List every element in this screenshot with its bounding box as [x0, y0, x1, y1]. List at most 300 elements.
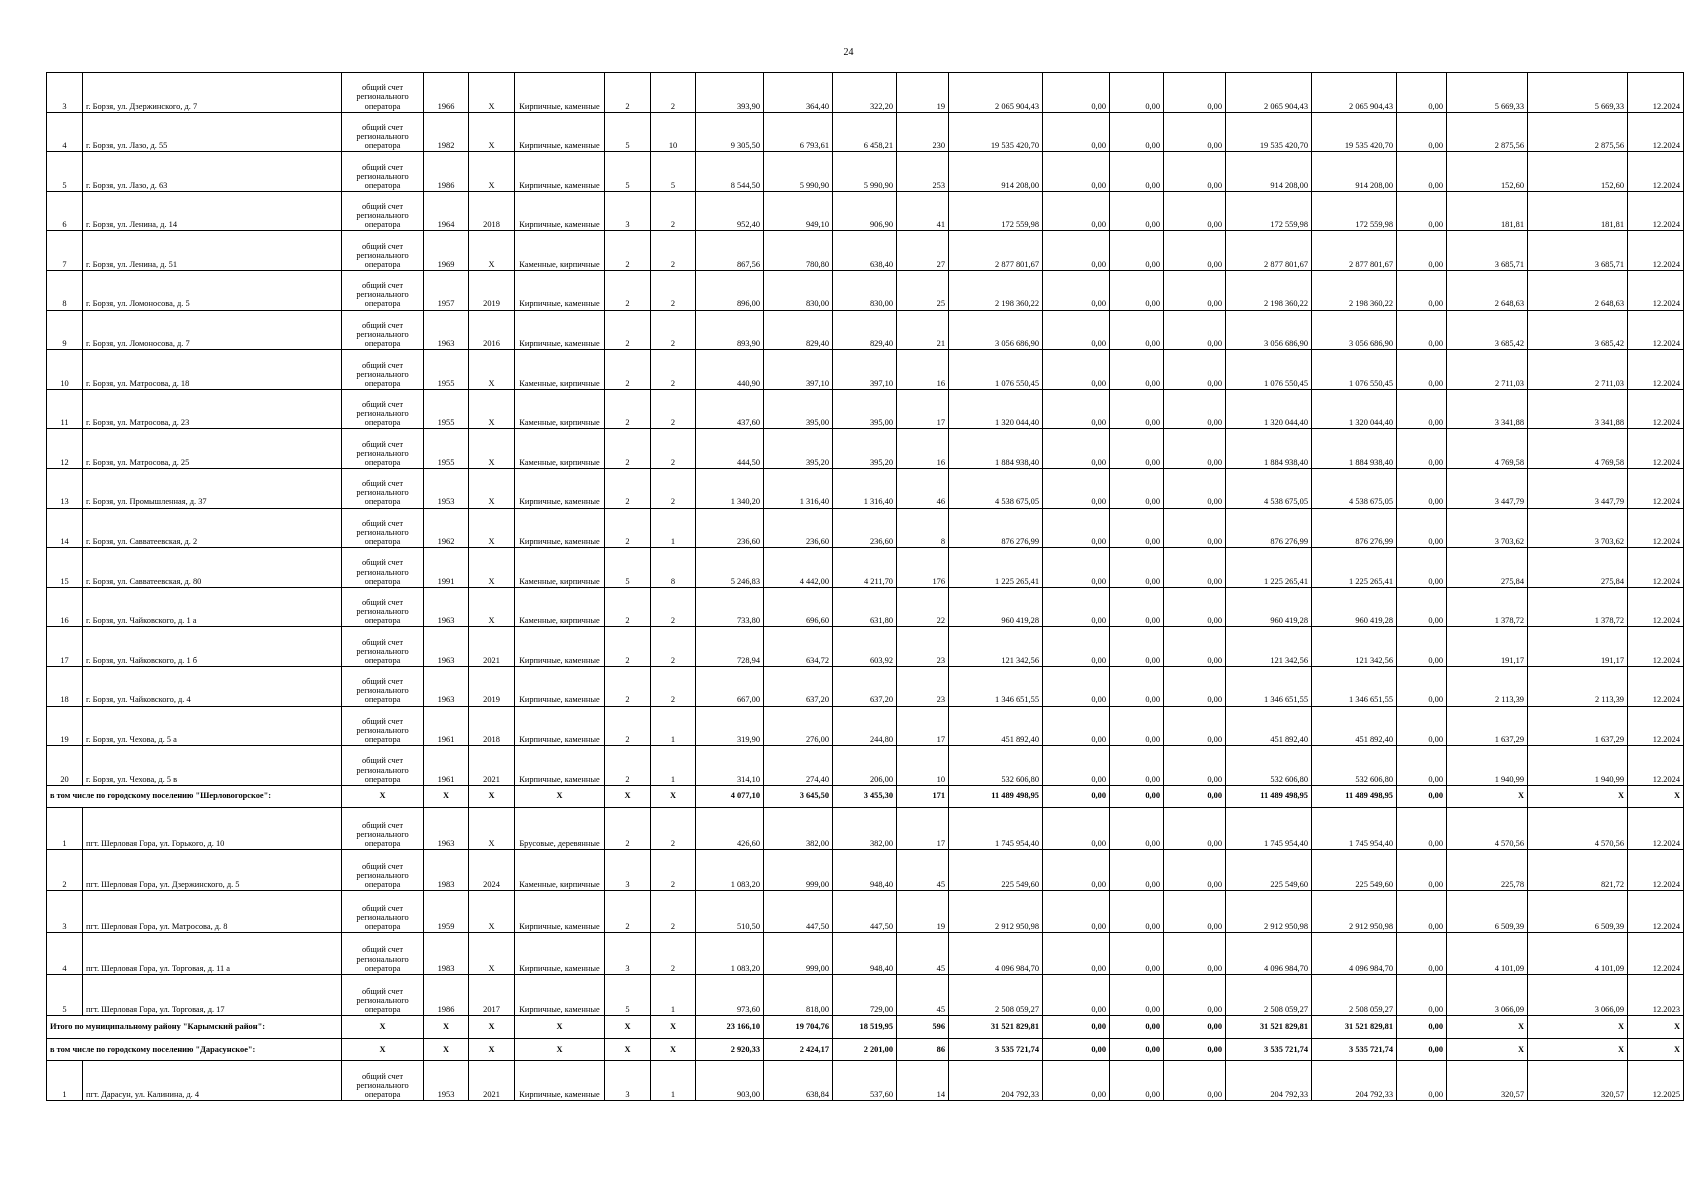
cell-residents: 230 — [897, 112, 949, 152]
cell-total-area: 952,40 — [696, 191, 764, 231]
cell-total-cost: 532 606,80 — [949, 746, 1043, 786]
cell-other-funds: 0,00 — [1397, 706, 1447, 746]
cell-address: пгт. Шерловая Гора, ул. Дзержинского, д. 5 — [83, 849, 342, 891]
cell-max-unit-cost: 3 341,88 — [1528, 389, 1628, 429]
cell-max-unit-cost: 2 711,03 — [1528, 350, 1628, 390]
cell-regional-funds: 0,00 — [1110, 548, 1164, 588]
cell-year-built: 1964 — [424, 191, 469, 231]
cell-municipal-funds: 0,00 — [1164, 627, 1226, 667]
cell-total-cost: 914 208,00 — [949, 152, 1043, 192]
subtotal-residents: 171 — [897, 785, 949, 808]
cell-year-built: 1953 — [424, 1061, 469, 1101]
subtotal-entrances: Х — [651, 1038, 696, 1061]
cell-planned-completion: 12.2024 — [1628, 508, 1684, 548]
cell-floors: 3 — [605, 849, 651, 891]
cell-year-built: 1986 — [424, 974, 469, 1016]
table-row — [47, 152, 1684, 192]
cell-premises-area: 447,50 — [764, 891, 833, 933]
cell-year-built: 1963 — [424, 587, 469, 627]
cell-regional-funds: 0,00 — [1110, 389, 1164, 429]
cell-floors: 5 — [605, 974, 651, 1016]
cell-row-number: 5 — [47, 974, 83, 1016]
cell-year-last-repair: Х — [469, 468, 515, 508]
cell-year-last-repair: Х — [469, 587, 515, 627]
cell-year-last-repair: 2021 — [469, 1061, 515, 1101]
cell-planned-completion: 12.2024 — [1628, 849, 1684, 891]
cell-total-cost: 4 096 984,70 — [949, 933, 1043, 975]
cell-federal-funds: 0,00 — [1043, 849, 1110, 891]
cell-floors: 2 — [605, 429, 651, 469]
cell-wall-material: Каменные, кирпичные — [515, 548, 605, 588]
table-row — [47, 746, 1684, 786]
cell-municipal-funds: 0,00 — [1164, 508, 1226, 548]
cell-total-cost: 960 419,28 — [949, 587, 1043, 627]
cell-municipal-funds: 0,00 — [1164, 1061, 1226, 1101]
cell-year-last-repair: Х — [469, 429, 515, 469]
cell-wall-material: Брусовые, деревянные — [515, 808, 605, 850]
cell-total-area: 319,90 — [696, 706, 764, 746]
cell-residents: 253 — [897, 152, 949, 192]
cell-residential-area: 4 211,70 — [833, 548, 897, 588]
cell-owner-funds: 4 096 984,70 — [1226, 933, 1312, 975]
cell-total-cost: 1 346 651,55 — [949, 666, 1043, 706]
cell-year-built: 1957 — [424, 270, 469, 310]
subtotal-planned-completion: Х — [1628, 785, 1684, 808]
table-row — [47, 429, 1684, 469]
cell-federal-funds: 0,00 — [1043, 73, 1110, 113]
cell-row-number: 8 — [47, 270, 83, 310]
cell-federal-funds: 0,00 — [1043, 808, 1110, 850]
cell-other-funds: 0,00 — [1397, 808, 1447, 850]
cell-wall-material: Каменные, кирпичные — [515, 587, 605, 627]
cell-max-unit-cost: 3 447,79 — [1528, 468, 1628, 508]
cell-year-built: 1961 — [424, 746, 469, 786]
subtotal-residential-area: 3 455,30 — [833, 785, 897, 808]
table-row — [47, 933, 1684, 975]
cell-owner-funds: 121 342,56 — [1226, 627, 1312, 667]
cell-residential-area: 322,20 — [833, 73, 897, 113]
cell-residential-area: 537,60 — [833, 1061, 897, 1101]
cell-regional-funds: 0,00 — [1110, 152, 1164, 192]
cell-unit-cost: 3 685,42 — [1447, 310, 1528, 350]
cell-max-unit-cost: 191,17 — [1528, 627, 1628, 667]
cell-total-cost: 1 076 550,45 — [949, 350, 1043, 390]
cell-unit-cost: 1 637,29 — [1447, 706, 1528, 746]
cell-federal-funds: 0,00 — [1043, 933, 1110, 975]
cell-residential-area: 447,50 — [833, 891, 897, 933]
cell-residential-area: 637,20 — [833, 666, 897, 706]
cell-address: пгт. Шерловая Гора, ул. Торговая, д. 17 — [83, 974, 342, 1016]
cell-fund-method: общий счет регионального оператора — [342, 974, 424, 1016]
cell-address: пгт. Шерловая Гора, ул. Торговая, д. 11 а — [83, 933, 342, 975]
cell-wall-material: Кирпичные, каменные — [515, 73, 605, 113]
cell-entrances: 2 — [651, 808, 696, 850]
subtotal-row — [47, 1016, 1684, 1039]
subtotal-fund-method: Х — [342, 785, 424, 808]
cell-total-area: 440,90 — [696, 350, 764, 390]
cell-residents: 16 — [897, 429, 949, 469]
cell-fund-method: общий счет регионального оператора — [342, 548, 424, 588]
cell-fund-method: общий счет регионального оператора — [342, 270, 424, 310]
subtotal-federal-funds: 0,00 — [1043, 1016, 1110, 1039]
cell-residential-area: 948,40 — [833, 933, 897, 975]
cell-wall-material: Кирпичные, каменные — [515, 152, 605, 192]
table-row — [47, 627, 1684, 667]
cell-wall-material: Кирпичные, каменные — [515, 310, 605, 350]
cell-municipal-funds: 0,00 — [1164, 891, 1226, 933]
cell-premises-area: 382,00 — [764, 808, 833, 850]
cell-residential-area: 729,00 — [833, 974, 897, 1016]
cell-unit-cost: 3 685,71 — [1447, 231, 1528, 271]
cell-residents: 23 — [897, 627, 949, 667]
cell-owner-funds-account: 19 535 420,70 — [1312, 112, 1397, 152]
cell-unit-cost: 4 101,09 — [1447, 933, 1528, 975]
cell-residents: 17 — [897, 808, 949, 850]
cell-unit-cost: 2 711,03 — [1447, 350, 1528, 390]
cell-unit-cost: 1 940,99 — [1447, 746, 1528, 786]
cell-owner-funds: 2 198 360,22 — [1226, 270, 1312, 310]
cell-other-funds: 0,00 — [1397, 310, 1447, 350]
cell-year-built: 1983 — [424, 849, 469, 891]
cell-federal-funds: 0,00 — [1043, 310, 1110, 350]
cell-address: г. Борзя, ул. Чехова, д. 5 а — [83, 706, 342, 746]
cell-owner-funds: 19 535 420,70 — [1226, 112, 1312, 152]
cell-address: г. Борзя, ул. Савватеевская, д. 80 — [83, 548, 342, 588]
cell-address: г. Борзя, ул. Чайковского, д. 1 б — [83, 627, 342, 667]
subtotal-planned-completion: Х — [1628, 1038, 1684, 1061]
cell-unit-cost: 275,84 — [1447, 548, 1528, 588]
cell-year-last-repair: Х — [469, 231, 515, 271]
table-row — [47, 666, 1684, 706]
cell-premises-area: 276,00 — [764, 706, 833, 746]
cell-residents: 45 — [897, 974, 949, 1016]
page-number: 24 — [843, 47, 854, 58]
cell-residents: 22 — [897, 587, 949, 627]
cell-entrances: 1 — [651, 508, 696, 548]
subtotal-row — [47, 1038, 1684, 1061]
cell-municipal-funds: 0,00 — [1164, 706, 1226, 746]
cell-residential-area: 631,80 — [833, 587, 897, 627]
cell-max-unit-cost: 3 703,62 — [1528, 508, 1628, 548]
cell-municipal-funds: 0,00 — [1164, 468, 1226, 508]
cell-entrances: 2 — [651, 429, 696, 469]
cell-residential-area: 236,60 — [833, 508, 897, 548]
cell-owner-funds: 876 276,99 — [1226, 508, 1312, 548]
cell-municipal-funds: 0,00 — [1164, 270, 1226, 310]
cell-owner-funds-account: 1 745 954,40 — [1312, 808, 1397, 850]
cell-entrances: 2 — [651, 350, 696, 390]
cell-max-unit-cost: 2 113,39 — [1528, 666, 1628, 706]
subtotal-municipal-funds: 0,00 — [1164, 1016, 1226, 1039]
cell-total-cost: 2 508 059,27 — [949, 974, 1043, 1016]
cell-federal-funds: 0,00 — [1043, 468, 1110, 508]
cell-owner-funds: 1 884 938,40 — [1226, 429, 1312, 469]
cell-planned-completion: 12.2023 — [1628, 974, 1684, 1016]
cell-residents: 17 — [897, 389, 949, 429]
cell-residential-area: 1 316,40 — [833, 468, 897, 508]
subtotal-owner-funds: 3 535 721,74 — [1226, 1038, 1312, 1061]
cell-federal-funds: 0,00 — [1043, 974, 1110, 1016]
cell-federal-funds: 0,00 — [1043, 152, 1110, 192]
cell-address: г. Борзя, ул. Савватеевская, д. 2 — [83, 508, 342, 548]
cell-owner-funds-account: 876 276,99 — [1312, 508, 1397, 548]
cell-regional-funds: 0,00 — [1110, 508, 1164, 548]
cell-owner-funds: 3 056 686,90 — [1226, 310, 1312, 350]
cell-max-unit-cost: 1 940,99 — [1528, 746, 1628, 786]
cell-total-cost: 2 912 950,98 — [949, 891, 1043, 933]
cell-federal-funds: 0,00 — [1043, 548, 1110, 588]
cell-year-built: 1969 — [424, 231, 469, 271]
subtotal-owner-funds-account: 11 489 498,95 — [1312, 785, 1397, 808]
cell-other-funds: 0,00 — [1397, 191, 1447, 231]
cell-planned-completion: 12.2024 — [1628, 933, 1684, 975]
cell-planned-completion: 12.2024 — [1628, 468, 1684, 508]
cell-planned-completion: 12.2024 — [1628, 112, 1684, 152]
cell-premises-area: 637,20 — [764, 666, 833, 706]
cell-other-funds: 0,00 — [1397, 73, 1447, 113]
cell-year-last-repair: Х — [469, 389, 515, 429]
cell-wall-material: Каменные, кирпичные — [515, 350, 605, 390]
cell-year-last-repair: Х — [469, 891, 515, 933]
cell-residents: 19 — [897, 891, 949, 933]
cell-residents: 45 — [897, 933, 949, 975]
cell-premises-area: 818,00 — [764, 974, 833, 1016]
cell-total-area: 393,90 — [696, 73, 764, 113]
cell-owner-funds: 1 320 044,40 — [1226, 389, 1312, 429]
subtotal-year-last-repair: Х — [469, 785, 515, 808]
cell-municipal-funds: 0,00 — [1164, 587, 1226, 627]
cell-owner-funds: 960 419,28 — [1226, 587, 1312, 627]
cell-owner-funds-account: 1 225 265,41 — [1312, 548, 1397, 588]
cell-row-number: 20 — [47, 746, 83, 786]
cell-federal-funds: 0,00 — [1043, 350, 1110, 390]
cell-year-built: 1963 — [424, 310, 469, 350]
table-row — [47, 191, 1684, 231]
cell-floors: 2 — [605, 746, 651, 786]
cell-floors: 2 — [605, 231, 651, 271]
cell-federal-funds: 0,00 — [1043, 1061, 1110, 1101]
cell-municipal-funds: 0,00 — [1164, 666, 1226, 706]
cell-row-number: 3 — [47, 73, 83, 113]
cell-total-cost: 876 276,99 — [949, 508, 1043, 548]
cell-row-number: 13 — [47, 468, 83, 508]
cell-residential-area: 5 990,90 — [833, 152, 897, 192]
cell-year-last-repair: 2021 — [469, 627, 515, 667]
cell-planned-completion: 12.2024 — [1628, 152, 1684, 192]
cell-row-number: 14 — [47, 508, 83, 548]
cell-residents: 8 — [897, 508, 949, 548]
subtotal-premises-area: 3 645,50 — [764, 785, 833, 808]
cell-row-number: 3 — [47, 891, 83, 933]
cell-planned-completion: 12.2024 — [1628, 746, 1684, 786]
subtotal-unit-cost: Х — [1447, 1016, 1528, 1039]
cell-max-unit-cost: 6 509,39 — [1528, 891, 1628, 933]
cell-regional-funds: 0,00 — [1110, 468, 1164, 508]
cell-wall-material: Кирпичные, каменные — [515, 270, 605, 310]
cell-planned-completion: 12.2024 — [1628, 627, 1684, 667]
cell-total-cost: 121 342,56 — [949, 627, 1043, 667]
cell-unit-cost: 4 769,58 — [1447, 429, 1528, 469]
subtotal-total-cost: 3 535 721,74 — [949, 1038, 1043, 1061]
cell-planned-completion: 12.2024 — [1628, 389, 1684, 429]
cell-entrances: 1 — [651, 974, 696, 1016]
cell-year-last-repair: 2021 — [469, 746, 515, 786]
cell-other-funds: 0,00 — [1397, 508, 1447, 548]
cell-total-cost: 172 559,98 — [949, 191, 1043, 231]
cell-residents: 25 — [897, 270, 949, 310]
cell-entrances: 1 — [651, 1061, 696, 1101]
cell-residents: 14 — [897, 1061, 949, 1101]
cell-owner-funds: 1 225 265,41 — [1226, 548, 1312, 588]
cell-residential-area: 603,92 — [833, 627, 897, 667]
cell-row-number: 4 — [47, 933, 83, 975]
cell-wall-material: Кирпичные, каменные — [515, 508, 605, 548]
cell-owner-funds-account: 1 076 550,45 — [1312, 350, 1397, 390]
cell-other-funds: 0,00 — [1397, 429, 1447, 469]
cell-residential-area: 206,00 — [833, 746, 897, 786]
cell-other-funds: 0,00 — [1397, 891, 1447, 933]
cell-municipal-funds: 0,00 — [1164, 933, 1226, 975]
subtotal-residents: 86 — [897, 1038, 949, 1061]
cell-row-number: 10 — [47, 350, 83, 390]
cell-municipal-funds: 0,00 — [1164, 746, 1226, 786]
cell-premises-area: 949,10 — [764, 191, 833, 231]
cell-other-funds: 0,00 — [1397, 666, 1447, 706]
cell-regional-funds: 0,00 — [1110, 270, 1164, 310]
cell-municipal-funds: 0,00 — [1164, 310, 1226, 350]
cell-total-cost: 2 198 360,22 — [949, 270, 1043, 310]
subtotal-floors: Х — [605, 1016, 651, 1039]
cell-address: г. Борзя, ул. Матросова, д. 23 — [83, 389, 342, 429]
subtotal-total-area: 23 166,10 — [696, 1016, 764, 1039]
cell-municipal-funds: 0,00 — [1164, 350, 1226, 390]
cell-year-built: 1982 — [424, 112, 469, 152]
cell-entrances: 2 — [651, 191, 696, 231]
cell-floors: 2 — [605, 627, 651, 667]
cell-row-number: 1 — [47, 808, 83, 850]
cell-residential-area: 830,00 — [833, 270, 897, 310]
cell-unit-cost: 152,60 — [1447, 152, 1528, 192]
cell-row-number: 17 — [47, 627, 83, 667]
cell-floors: 2 — [605, 706, 651, 746]
cell-premises-area: 830,00 — [764, 270, 833, 310]
cell-year-built: 1986 — [424, 152, 469, 192]
cell-regional-funds: 0,00 — [1110, 1061, 1164, 1101]
cell-address: пгт. Шерловая Гора, ул. Матросова, д. 8 — [83, 891, 342, 933]
cell-other-funds: 0,00 — [1397, 1061, 1447, 1101]
cell-unit-cost: 2 113,39 — [1447, 666, 1528, 706]
cell-unit-cost: 1 378,72 — [1447, 587, 1528, 627]
cell-entrances: 5 — [651, 152, 696, 192]
cell-regional-funds: 0,00 — [1110, 627, 1164, 667]
cell-floors: 3 — [605, 1061, 651, 1101]
cell-address: г. Борзя, ул. Ленина, д. 14 — [83, 191, 342, 231]
cell-regional-funds: 0,00 — [1110, 191, 1164, 231]
cell-planned-completion: 12.2024 — [1628, 231, 1684, 271]
cell-unit-cost: 191,17 — [1447, 627, 1528, 667]
cell-owner-funds: 2 065 904,43 — [1226, 73, 1312, 113]
cell-unit-cost: 3 066,09 — [1447, 974, 1528, 1016]
cell-owner-funds-account: 960 419,28 — [1312, 587, 1397, 627]
table-row — [47, 310, 1684, 350]
cell-max-unit-cost: 5 669,33 — [1528, 73, 1628, 113]
cell-max-unit-cost: 3 685,42 — [1528, 310, 1628, 350]
cell-year-built: 1966 — [424, 73, 469, 113]
cell-floors: 2 — [605, 73, 651, 113]
cell-premises-area: 395,20 — [764, 429, 833, 469]
cell-wall-material: Кирпичные, каменные — [515, 191, 605, 231]
cell-fund-method: общий счет регионального оператора — [342, 73, 424, 113]
table-row — [47, 350, 1684, 390]
cell-municipal-funds: 0,00 — [1164, 548, 1226, 588]
subtotal-row — [47, 785, 1684, 808]
cell-total-area: 1 340,20 — [696, 468, 764, 508]
cell-federal-funds: 0,00 — [1043, 389, 1110, 429]
cell-floors: 5 — [605, 112, 651, 152]
subtotal-floors: Х — [605, 785, 651, 808]
cell-year-built: 1953 — [424, 468, 469, 508]
cell-regional-funds: 0,00 — [1110, 112, 1164, 152]
cell-federal-funds: 0,00 — [1043, 587, 1110, 627]
cell-other-funds: 0,00 — [1397, 746, 1447, 786]
cell-planned-completion: 12.2024 — [1628, 548, 1684, 588]
cell-federal-funds: 0,00 — [1043, 627, 1110, 667]
cell-municipal-funds: 0,00 — [1164, 389, 1226, 429]
cell-planned-completion: 12.2024 — [1628, 666, 1684, 706]
cell-premises-area: 5 990,90 — [764, 152, 833, 192]
cell-owner-funds: 1 076 550,45 — [1226, 350, 1312, 390]
cell-unit-cost: 3 447,79 — [1447, 468, 1528, 508]
cell-owner-funds-account: 1 346 651,55 — [1312, 666, 1397, 706]
cell-entrances: 1 — [651, 746, 696, 786]
cell-federal-funds: 0,00 — [1043, 429, 1110, 469]
cell-entrances: 8 — [651, 548, 696, 588]
cell-total-area: 667,00 — [696, 666, 764, 706]
cell-address: г. Борзя, ул. Ломоносова, д. 7 — [83, 310, 342, 350]
cell-planned-completion: 12.2024 — [1628, 73, 1684, 113]
cell-federal-funds: 0,00 — [1043, 231, 1110, 271]
subtotal-year-last-repair: Х — [469, 1016, 515, 1039]
cell-residential-area: 382,00 — [833, 808, 897, 850]
cell-floors: 2 — [605, 666, 651, 706]
table-row — [47, 548, 1684, 588]
cell-regional-funds: 0,00 — [1110, 808, 1164, 850]
cell-premises-area: 999,00 — [764, 849, 833, 891]
cell-fund-method: общий счет регионального оператора — [342, 808, 424, 850]
table-row — [47, 508, 1684, 548]
cell-other-funds: 0,00 — [1397, 468, 1447, 508]
cell-entrances: 2 — [651, 849, 696, 891]
subtotal-other-funds: 0,00 — [1397, 1038, 1447, 1061]
cell-year-built: 1959 — [424, 891, 469, 933]
cell-floors: 5 — [605, 152, 651, 192]
cell-owner-funds: 532 606,80 — [1226, 746, 1312, 786]
cell-total-cost: 3 056 686,90 — [949, 310, 1043, 350]
cell-address: г. Борзя, ул. Ломоносова, д. 5 — [83, 270, 342, 310]
cell-row-number: 1 — [47, 1061, 83, 1101]
cell-max-unit-cost: 181,81 — [1528, 191, 1628, 231]
cell-year-last-repair: Х — [469, 112, 515, 152]
cell-total-cost: 1 225 265,41 — [949, 548, 1043, 588]
cell-other-funds: 0,00 — [1397, 974, 1447, 1016]
cell-total-area: 1 083,20 — [696, 849, 764, 891]
subtotal-residents: 596 — [897, 1016, 949, 1039]
subtotal-label: в том числе по городскому поселению "Дарасунское": — [47, 1038, 342, 1061]
cell-total-area: 973,60 — [696, 974, 764, 1016]
cell-wall-material: Кирпичные, каменные — [515, 468, 605, 508]
cell-federal-funds: 0,00 — [1043, 706, 1110, 746]
cell-year-last-repair: Х — [469, 350, 515, 390]
